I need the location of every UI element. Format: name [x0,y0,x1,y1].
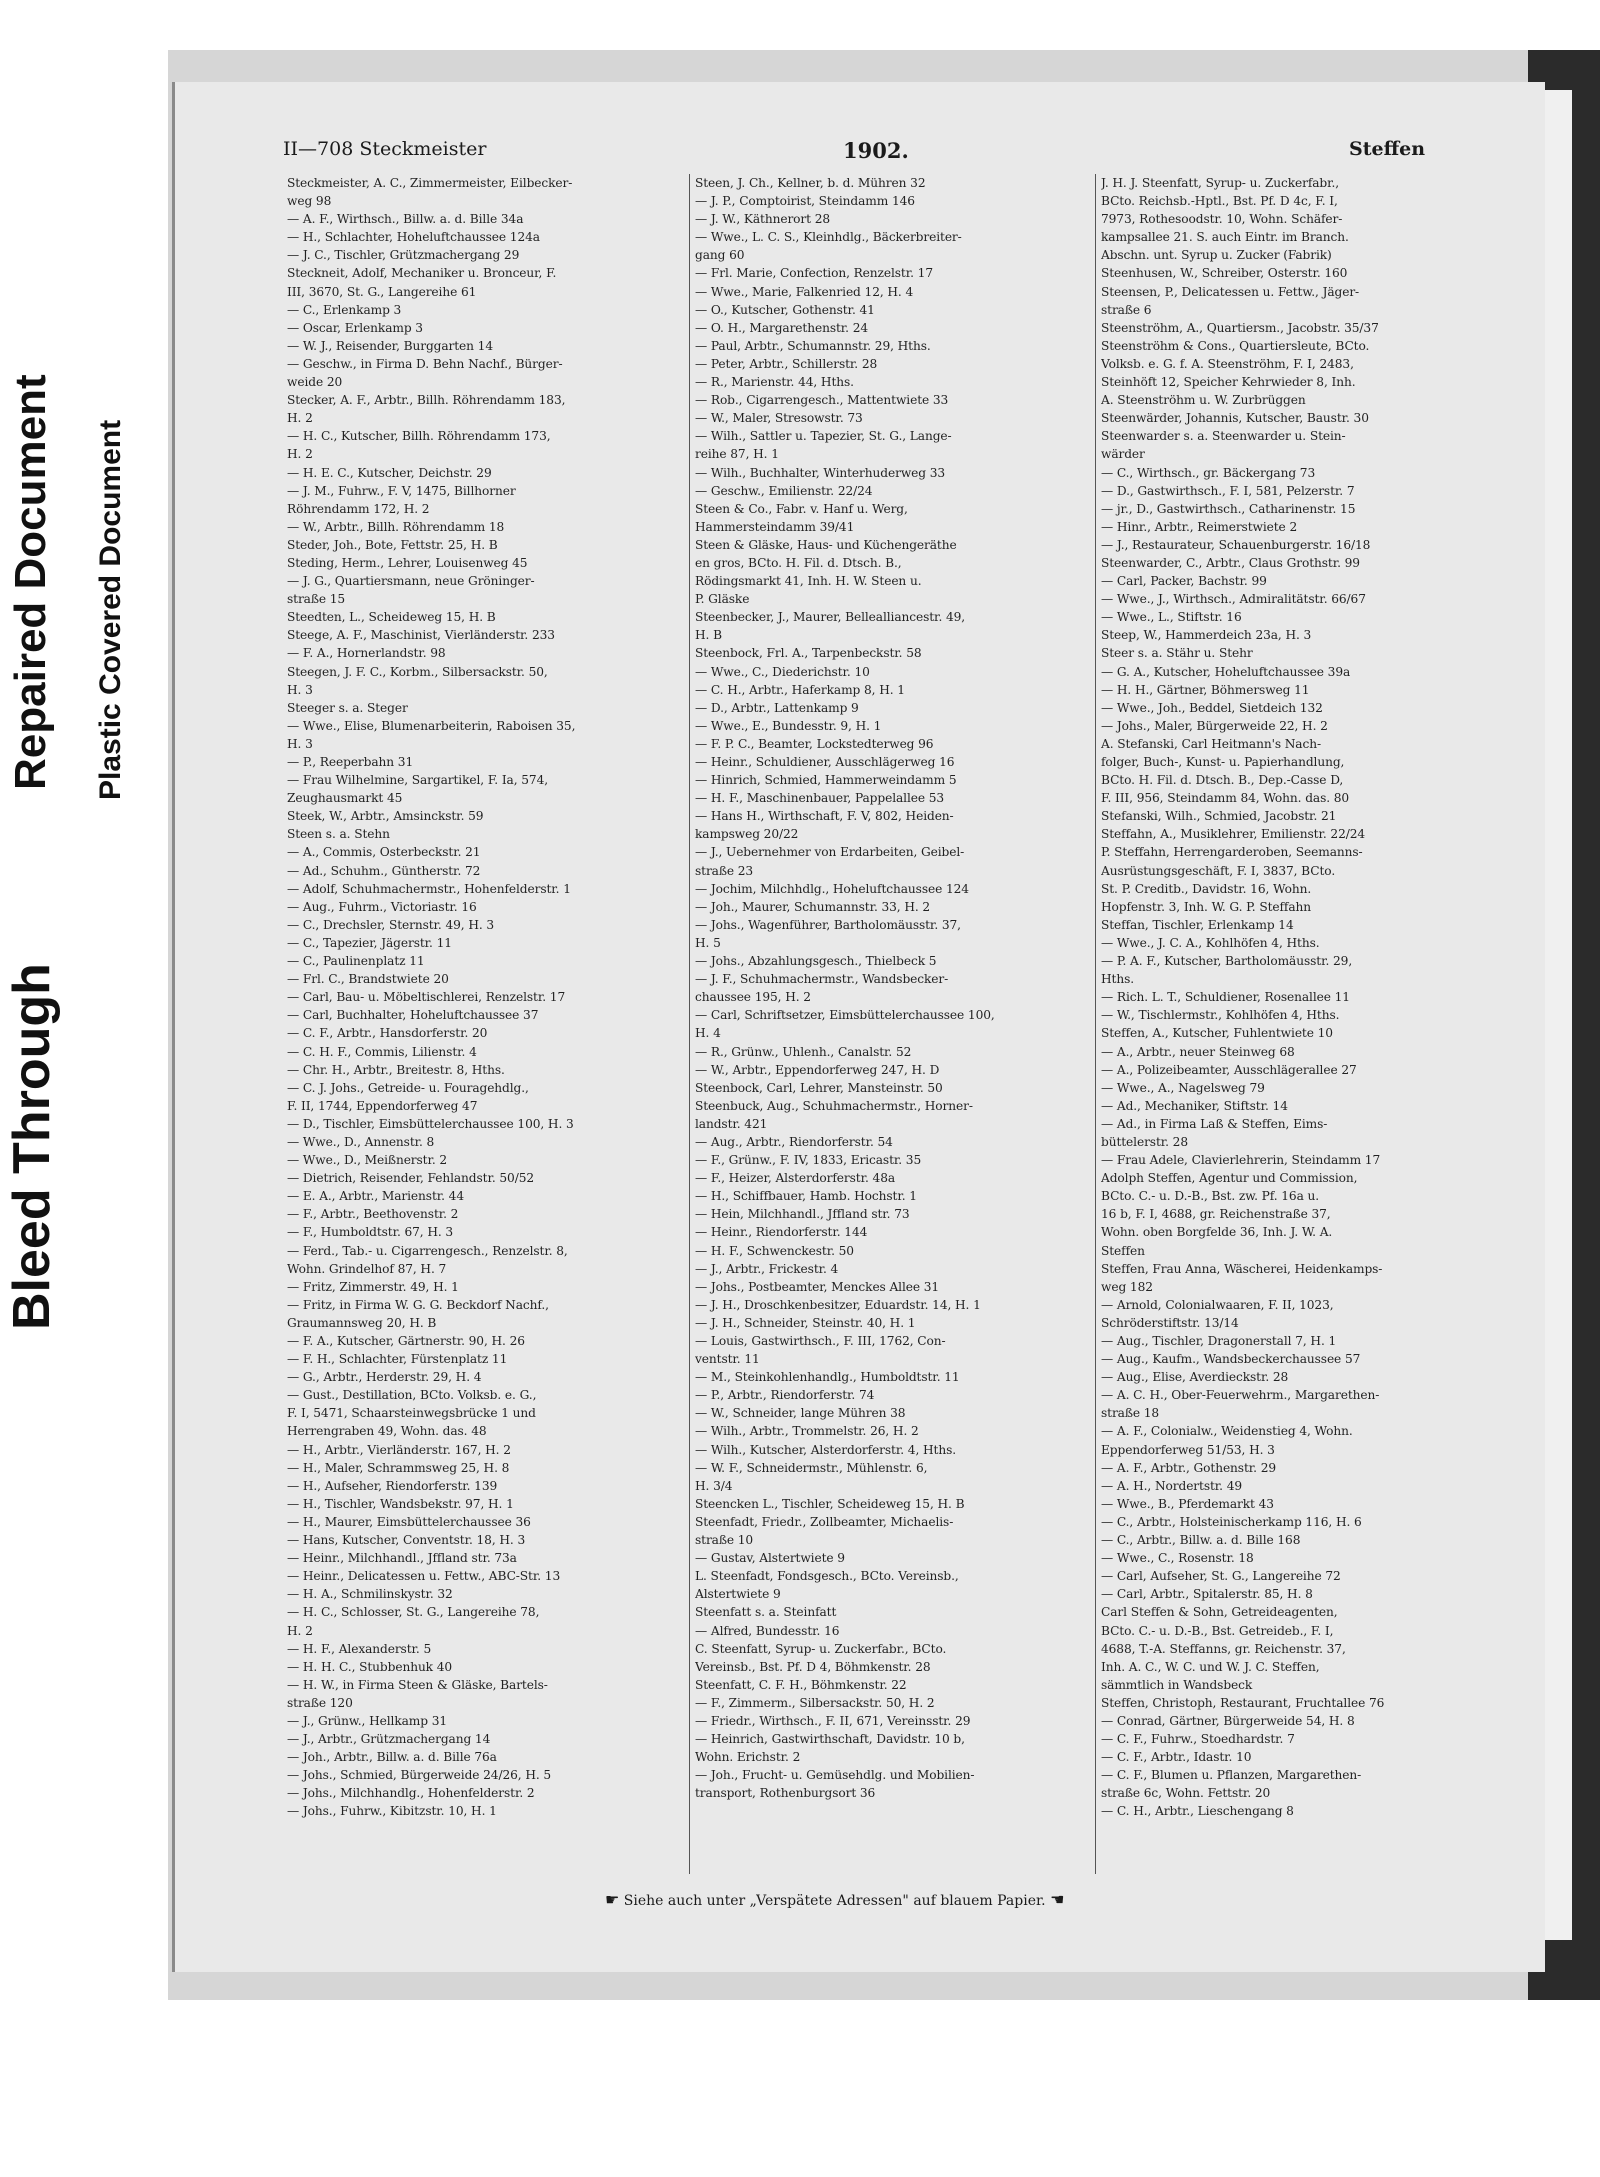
directory-entry: Steer s. a. Stähr u. Stehr [1101,646,1253,661]
bleed-through-label: Bleed Through [3,963,61,1330]
directory-entry: — C., Paulinenplatz 11 [287,954,425,969]
directory-entry: Alstertwiete 9 [695,1587,781,1602]
directory-entry: chaussee 195, H. 2 [695,990,811,1005]
directory-entry: — H. H., Gärtner, Böhmersweg 11 [1101,682,1310,697]
directory-entry: Steckmeister, A. C., Zimmermeister, Eilbecker- [287,176,573,190]
directory-entry: — A., Commis, Osterbeckstr. 21 [287,845,481,860]
directory-entry: — J., Arbtr., Grützmachergang 14 [287,1732,491,1747]
directory-entry: — J., Grünw., Hellkamp 31 [287,1713,448,1728]
directory-entry: BCto. C.- u. D.-B., Bst. Getreideb., F. I, [1101,1623,1334,1638]
directory-entry: — Jochim, Milchhdlg., Hoheluftchaussee 124 [695,881,969,896]
directory-entry: — Wwe., J. C. A., Kohlhöfen 4, Hths. [1101,935,1320,950]
directory-entry: — Johs., Wagenführer, Bartholomäusstr. 37, [695,917,961,932]
directory-entry: — Geschw., in Firma D. Behn Nachf., Bürger- [287,356,563,371]
directory-entry: H. 2 [287,447,313,462]
directory-entry: — Aug., Fuhrm., Victoriastr. 16 [287,899,477,914]
directory-entry: straße 6c, Wohn. Fettstr. 20 [1101,1786,1271,1801]
directory-entry: — Rich. L. T., Schuldiener, Rosenallee 11 [1101,990,1350,1005]
directory-entry: H. 2 [287,411,313,426]
directory-entry: straße 15 [287,592,346,607]
directory-entry: — Aug., Kaufm., Wandsbeckerchaussee 57 [1101,1352,1361,1367]
directory-entry: Steenwarder s. a. Steenwarder u. Stein- [1101,429,1346,444]
directory-entry: A. Steenströhm u. W. Zurbrüggen [1101,393,1306,408]
directory-entry: — Conrad, Gärtner, Bürgerweide 54, H. 8 [1101,1713,1355,1728]
directory-entry: — Friedr., Wirthsch., F. II, 671, Vereinsstr. 29 [695,1713,971,1728]
directory-entry: Vereinsb., Bst. Pf. D 4, Böhmkenstr. 28 [695,1659,931,1674]
directory-entry: Zeughausmarkt 45 [287,791,403,806]
directory-entry: H. 3 [287,682,313,697]
directory-entry: — C. F., Arbtr., Idastr. 10 [1101,1750,1252,1765]
directory-entry: — J. H., Droschkenbesitzer, Eduardstr. 14, H. 1 [695,1297,981,1312]
directory-entry: — J., Uebernehmer von Erdarbeiten, Geibel- [695,845,965,860]
directory-entry: — Aug., Elise, Averdieckstr. 28 [1101,1370,1289,1385]
directory-entry: — F., Grünw., F. IV, 1833, Ericastr. 35 [695,1153,922,1168]
directory-entry: Steenbock, Frl. A., Tarpenbeckstr. 58 [695,646,922,661]
directory-entry: — C. H., Arbtr., Lieschengang 8 [1101,1804,1294,1819]
directory-entry: Steffen [1101,1243,1145,1258]
directory-entry: — Wilh., Buchhalter, Winterhuderweg 33 [695,465,946,480]
directory-entry: — Carl, Schriftsetzer, Eimsbüttelerchaussee 100, [695,1008,995,1023]
directory-entry: Steffahn, A., Musiklehrer, Emilienstr. 22/24 [1101,827,1366,842]
directory-entry: — W., Arbtr., Eppendorferweg 247, H. D [695,1062,940,1077]
directory-entry: 7973, Rothesoodstr. 10, Wohn. Schäfer- [1101,212,1343,227]
directory-entry: — H., Schlachter, Hoheluftchaussee 124a [287,230,540,245]
directory-entry: — W., Tischlermstr., Kohlhöfen 4, Hths. [1101,1008,1340,1023]
directory-entry: Steegen, J. F. C., Korbm., Silbersackstr. 50, [287,664,548,679]
directory-entry: Graumannsweg 20, H. B [287,1315,437,1330]
directory-entry: — Alfred, Bundesstr. 16 [695,1623,840,1638]
directory-entry: St. P. Creditb., Davidstr. 16, Wohn. [1101,881,1312,896]
directory-entry: — Ad., in Firma Laß & Steffen, Eims- [1101,1116,1328,1131]
header-year: 1902. [843,138,909,163]
directory-entry: F. III, 956, Steindamm 84, Wohn. das. 80 [1101,791,1350,806]
directory-entry: J. H. J. Steenfatt, Syrup- u. Zuckerfabr., [1101,176,1340,190]
directory-entry: Steenwärder, Johannis, Kutscher, Baustr. 30 [1101,411,1369,426]
directory-entry: — A. H., Nordertstr. 49 [1101,1478,1243,1493]
directory-entry: — H. F., Schwenckestr. 50 [695,1243,854,1258]
directory-entry: Steffen, Christoph, Restaurant, Fruchtallee 76 [1101,1695,1385,1710]
directory-entry: — J. P., Comptoirist, Steindamm 146 [695,194,915,209]
directory-entry: — Joh., Frucht- u. Gemüsehdlg. und Mobilien- [695,1768,975,1783]
directory-entry: Inh. A. C., W. C. und W. J. C. Steffen, [1101,1659,1320,1674]
directory-entry: — Ad., Schuhm., Güntherstr. 72 [287,863,481,878]
directory-entry: Herrengraben 49, Wohn. das. 48 [287,1424,487,1439]
directory-entry: — Hans, Kutscher, Conventstr. 18, H. 3 [287,1533,526,1548]
directory-entry: — Louis, Gastwirthsch., F. III, 1762, Con- [695,1334,946,1348]
directory-entry: — J. F., Schuhmachermstr., Wandsbecker- [695,972,949,987]
directory-entry: en gros, BCto. H. Fil. d. Dtsch. B., [695,555,902,570]
directory-entry: — E. A., Arbtr., Marienstr. 44 [287,1189,464,1204]
directory-entry: — J. M., Fuhrw., F. V, 1475, Billhorner [287,483,516,498]
page-header [283,138,1493,170]
directory-entry: Steenbock, Carl, Lehrer, Mansteinstr. 50 [695,1080,943,1095]
directory-entry: — C. F., Fuhrw., Stoedhardstr. 7 [1101,1732,1295,1747]
directory-entry: Abschn. unt. Syrup u. Zucker (Fabrik) [1101,248,1332,263]
directory-entry: — Fritz, in Firma W. G. G. Beckdorf Nachf., [287,1297,549,1312]
directory-entry: straße 18 [1101,1406,1160,1421]
directory-entry: — Johs., Abzahlungsgesch., Thielbeck 5 [695,954,937,969]
directory-entry: — D., Arbtr., Lattenkamp 9 [695,700,859,715]
directory-entry: H. B [695,628,722,643]
directory-entry: — H. C., Schlosser, St. G., Langereihe 78, [287,1605,540,1620]
directory-entry: Steinhöft 12, Speicher Kehrwieder 8, Inh. [1101,375,1356,390]
directory-entry: weide 20 [287,375,343,390]
directory-entry: — H., Aufseher, Riendorferstr. 139 [287,1478,498,1493]
repaired-document-label: Repaired Document [6,374,55,790]
directory-entry: — Johs., Milchhandlg., Hohenfelderstr. 2 [287,1786,535,1801]
directory-entry: Stecker, A. F., Arbtr., Billh. Röhrendamm 183, [287,393,566,408]
directory-entry: reihe 87, H. 1 [695,447,779,462]
directory-entry: — R., Marienstr. 44, Hths. [695,375,854,390]
directory-entry: Volksb. e. G. f. A. Steenströhm, F. I, 2483, [1101,356,1354,371]
directory-entry: L. Steenfadt, Fondsgesch., BCto. Vereinsb., [695,1569,959,1584]
directory-entry: — Wwe., C., Rosenstr. 18 [1101,1551,1254,1566]
directory-entry: — F. P. C., Beamter, Lockstedterweg 96 [695,736,934,751]
directory-entry: — H. F., Alexanderstr. 5 [287,1641,432,1656]
directory-entry: Hopfenstr. 3, Inh. W. G. P. Steffahn [1101,899,1312,914]
directory-entry: BCto. C.- u. D.-B., Bst. zw. Pf. 16a u. [1101,1189,1320,1204]
directory-entry: — Peter, Arbtr., Schillerstr. 28 [695,356,878,371]
directory-entry: — C., Erlenkamp 3 [287,302,402,317]
directory-entry: — F., Heizer, Alsterdorferstr. 48a [695,1171,896,1186]
directory-entry: Steenbecker, J., Maurer, Bellealliancestr. 49, [695,610,966,625]
directory-entry: — C. J. Johs., Getreide- u. Fouragehdlg., [287,1080,529,1095]
directory-entry: — Frl. Marie, Confection, Renzelstr. 17 [695,266,933,281]
directory-entry: — J., Restaurateur, Schauenburgerstr. 16/18 [1101,537,1371,552]
plastic-covered-label: Plastic Covered Document [94,419,127,800]
directory-entry: Steeger s. a. Steger [287,700,408,715]
directory-entry: Steenströhm & Cons., Quartiersleute, BCto. [1101,338,1370,353]
directory-entry: — C., Arbtr., Billw. a. d. Bille 168 [1101,1533,1301,1548]
directory-entry: 16 b, F. I, 4688, gr. Reichenstraße 37, [1101,1207,1331,1222]
directory-entry: Steensen, P., Delicatessen u. Fettw., Jäger- [1101,284,1360,299]
directory-entry: — Heinr., Riendorferstr. 144 [695,1225,868,1240]
directory-entry: — Carl, Buchhalter, Hoheluftchaussee 37 [287,1008,539,1023]
directory-entry: — Fritz, Zimmerstr. 49, H. 1 [287,1279,459,1294]
directory-entry: — F. A., Kutscher, Gärtnerstr. 90, H. 26 [287,1334,525,1348]
directory-entry: — J. H., Schneider, Steinstr. 40, H. 1 [695,1315,916,1330]
directory-entry: — Geschw., Emilienstr. 22/24 [695,483,873,498]
directory-entry: — Johs., Fuhrw., Kibitzstr. 10, H. 1 [287,1804,497,1819]
pointing-hand-right-icon: ☛ [605,1890,620,1909]
side-labels [0,280,160,1330]
directory-entry: Steenfatt s. a. Steinfatt [695,1605,837,1620]
directory-entry: — Wwe., L. C. S., Kleinhdlg., Bäckerbreiter- [695,230,962,245]
directory-entry: Steenhusen, W., Schreiber, Osterstr. 160 [1101,266,1348,281]
directory-entry: — P., Arbtr., Riendorferstr. 74 [695,1388,875,1403]
directory-entry: — J. W., Käthnerort 28 [695,212,831,227]
directory-entry: — Ad., Mechaniker, Stiftstr. 14 [1101,1098,1288,1113]
directory-entry: — O. H., Margarethenstr. 24 [695,320,869,335]
directory-entry: — H., Maler, Schrammsweg 25, H. 8 [287,1460,510,1475]
directory-entry: — Ferd., Tab.- u. Cigarrengesch., Renzelstr. 8, [287,1243,568,1258]
directory-entry: — J., Arbtr., Frickestr. 4 [695,1261,839,1276]
directory-entry: BCto. H. Fil. d. Dtsch. B., Dep.-Casse D, [1101,773,1344,788]
directory-entry: Steenströhm, A., Quartiersm., Jacobstr. 35/37 [1101,320,1379,335]
directory-entry: — H., Schiffbauer, Hamb. Hochstr. 1 [695,1189,917,1204]
directory-entry: gang 60 [695,248,745,263]
directory-entry: straße 10 [695,1533,754,1548]
header-left: II—708 Steckmeister [283,138,487,160]
directory-entry: — W., Arbtr., Billh. Röhrendamm 18 [287,519,505,534]
directory-entry: — H., Tischler, Wandsbekstr. 97, H. 1 [287,1496,514,1511]
directory-entry: Steen s. a. Stehn [287,827,390,842]
directory-entry: sämmtlich in Wandsbeck [1101,1677,1253,1692]
directory-entry: — Wilh., Sattler u. Tapezier, St. G., Lange- [695,429,952,444]
directory-entry: Eppendorferweg 51/53, H. 3 [1101,1442,1275,1457]
directory-entry: kampsweg 20/22 [695,827,799,842]
directory-entry: — Johs., Maler, Bürgerweide 22, H. 2 [1101,718,1328,733]
directory-entry: H. 5 [695,935,721,950]
directory-entry: Steek, W., Arbtr., Amsinckstr. 59 [287,809,484,824]
directory-entry: — Wwe., Elise, Blumenarbeiterin, Raboisen 35, [287,718,576,733]
directory-entry: — C. F., Arbtr., Hansdorferstr. 20 [287,1026,488,1041]
directory-entry: — P. A. F., Kutscher, Bartholomäusstr. 29, [1101,954,1353,969]
directory-entry: — C., Wirthsch., gr. Bäckergang 73 [1101,465,1316,480]
directory-entry: — Adolf, Schuhmachermstr., Hohenfelderstr. 1 [287,881,571,896]
directory-entry: — Aug., Tischler, Dragonerstall 7, H. 1 [1101,1334,1337,1348]
footer-note: Siehe auch unter „Verspätete Adressen" auf blauem Papier. [623,1893,1046,1909]
directory-entry: F. I, 5471, Schaarsteinwegsbrücke 1 und [287,1406,536,1421]
directory-entry: — O., Kutscher, Gothenstr. 41 [695,302,875,317]
directory-entry: — Wilh., Kutscher, Alsterdorferstr. 4, Hths. [695,1442,956,1457]
directory-entry: Steffan, Tischler, Erlenkamp 14 [1101,917,1294,932]
directory-entry: — Carl, Arbtr., Spitalerstr. 85, H. 8 [1101,1587,1313,1602]
directory-entry: — Carl, Packer, Bachstr. 99 [1101,574,1267,589]
column-divider [1095,174,1096,1874]
directory-entry: F. II, 1744, Eppendorferweg 47 [287,1098,478,1113]
directory-entry: — Hinr., Arbtr., Reimerstwiete 2 [1101,519,1298,534]
directory-entry: Steep, W., Hammerdeich 23a, H. 3 [1101,628,1312,643]
directory-entry: — Wwe., C., Diederichstr. 10 [695,664,870,679]
directory-entry: — Rob., Cigarrengesch., Mattentwiete 33 [695,393,949,408]
directory-entry: — Johs., Postbeamter, Menckes Allee 31 [695,1279,940,1294]
directory-entry: büttelerstr. 28 [1101,1134,1188,1149]
directory-entry: — Wwe., Joh., Beddel, Sietdeich 132 [1101,700,1323,715]
column-3 [1101,174,1497,1884]
directory-entry: — Joh., Maurer, Schumannstr. 33, H. 2 [695,899,931,914]
directory-entry: — W., Schneider, lange Mühren 38 [695,1406,906,1421]
directory-entry: — Frau Wilhelmine, Sargartikel, F. Ia, 574, [287,773,549,788]
directory-entry: Röhrendamm 172, H. 2 [287,501,430,516]
directory-entry: Steenfatt, C. F. H., Böhmkenstr. 22 [695,1677,907,1692]
directory-entry: — Wwe., A., Nagelsweg 79 [1101,1080,1265,1095]
directory-entry: — W., Maler, Stresowstr. 73 [695,411,863,426]
directory-entry: Ausrüstungsgeschäft, F. I, 3837, BCto. [1101,863,1336,878]
directory-entry: — H. E. C., Kutscher, Deichstr. 29 [287,465,492,480]
directory-entry: — J. C., Tischler, Grützmachergang 29 [287,248,520,263]
directory-entry: Hths. [1101,972,1135,987]
directory-entry: Rödingsmarkt 41, Inh. H. W. Steen u. [695,574,922,589]
directory-entry: — Frl. C., Brandstwiete 20 [287,972,449,987]
directory-entry: weg 182 [1101,1279,1153,1294]
directory-entry: Steenbuck, Aug., Schuhmachermstr., Horner- [695,1098,973,1113]
directory-entry: Wohn. oben Borgfelde 36, Inh. J. W. A. [1101,1225,1333,1240]
directory-entry: — H. F., Maschinenbauer, Pappelallee 53 [695,791,945,806]
directory-entry: — Hinrich, Schmied, Hammerweindamm 5 [695,773,957,788]
directory-entry: — Gust., Destillation, BCto. Volksb. e. G., [287,1388,537,1403]
directory-entry: Wohn. Erichstr. 2 [695,1750,801,1765]
directory-entry: C. Steenfatt, Syrup- u. Zuckerfabr., BCto. [695,1641,947,1656]
directory-entry: — C. F., Blumen u. Pflanzen, Margarethen- [1101,1768,1362,1783]
directory-entry: — J. G., Quartiersmann, neue Gröninger- [287,574,535,589]
column-2 [695,174,1090,1884]
directory-entry: Steffen, Frau Anna, Wäscherei, Heidenkamps- [1101,1261,1383,1276]
directory-entry: — A. F., Wirthsch., Billw. a. d. Bille 34a [287,212,524,227]
directory-entry: straße 6 [1101,302,1152,317]
directory-entry: Steen & Co., Fabr. v. Hanf u. Werg, [695,501,908,516]
directory-entry: — Heinr., Milchhandl., Jffland str. 73a [287,1551,517,1566]
directory-entry: — M., Steinkohlenhandlg., Humboldtstr. 11 [695,1370,960,1385]
directory-entry: — Wwe., L., Stiftstr. 16 [1101,610,1242,625]
directory-entry: — Carl, Bau- u. Möbeltischlerei, Renzelstr. 17 [287,990,566,1005]
directory-entry: Steckneit, Adolf, Mechaniker u. Bronceur, F. [287,266,557,281]
directory-entry: — Oscar, Erlenkamp 3 [287,320,423,335]
directory-entry: Steder, Joh., Bote, Fettstr. 25, H. B [287,537,498,552]
directory-entry: 4688, T.-A. Steffanns, gr. Reichenstr. 37, [1101,1641,1346,1656]
directory-entry: — D., Gastwirthsch., F. I, 581, Pelzerstr. 7 [1101,483,1355,498]
directory-entry: H. 3 [287,736,313,751]
directory-entry: — A. C. H., Ober-Feuerwehrm., Margarethen- [1101,1388,1380,1403]
directory-entry: Adolph Steffen, Agentur und Commission, [1101,1171,1358,1186]
directory-entry: transport, Rothenburgsort 36 [695,1786,876,1801]
directory-entry: — F. H., Schlachter, Fürstenplatz 11 [287,1352,508,1367]
directory-entry: A. Stefanski, Carl Heitmann's Nach- [1101,736,1321,751]
directory-entry: — G. A., Kutscher, Hoheluftchaussee 39a [1101,664,1351,679]
directory-entry: — Heinr., Schuldiener, Ausschlägerweg 16 [695,755,955,769]
directory-entry: — F., Humboldtstr. 67, H. 3 [287,1225,454,1240]
column-1 [287,174,683,1884]
directory-entry: P. Steffahn, Herrengarderoben, Seemanns- [1101,845,1363,860]
directory-entry: Steedten, L., Scheideweg 15, H. B [287,610,496,625]
directory-entry: Steenwarder, C., Arbtr., Claus Grothstr. 99 [1101,555,1360,570]
directory-entry: Steding, Herm., Lehrer, Louisenweg 45 [287,555,528,570]
directory-entry: weg 98 [287,194,332,209]
directory-entry: — Wwe., D., Annenstr. 8 [287,1134,435,1149]
directory-entry: — jr., D., Gastwirthsch., Catharinenstr. 15 [1101,501,1356,516]
directory-entry: — C. H., Arbtr., Haferkamp 8, H. 1 [695,682,905,697]
directory-entry: Schröderstiftstr. 13/14 [1101,1315,1239,1330]
directory-entry: — Joh., Arbtr., Billw. a. d. Bille 76a [287,1750,497,1765]
directory-entry: H. 2 [287,1623,313,1638]
directory-entry: — G., Arbtr., Herderstr. 29, H. 4 [287,1370,482,1385]
directory-entry: — D., Tischler, Eimsbüttelerchaussee 100, H. 3 [287,1116,574,1131]
directory-entry: — C., Drechsler, Sternstr. 49, H. 3 [287,917,495,932]
directory-entry: Steffen, A., Kutscher, Fuhlentwiete 10 [1101,1026,1333,1041]
directory-entry: Carl Steffen & Sohn, Getreideagenten, [1101,1605,1338,1620]
directory-entry: — Carl, Aufseher, St. G., Langereihe 72 [1101,1569,1341,1584]
directory-entry: — H., Arbtr., Vierländerstr. 167, H. 2 [287,1442,511,1457]
directory-entry: — Paul, Arbtr., Schumannstr. 29, Hths. [695,338,931,353]
directory-entry: Hammersteindamm 39/41 [695,519,855,534]
directory-entry: H. 4 [695,1026,721,1041]
pointing-hand-left-icon: ☚ [1050,1890,1065,1909]
directory-entry: P. Gläske [695,592,750,607]
directory-entry: — A. F., Colonialw., Weidenstieg 4, Wohn. [1101,1424,1353,1439]
directory-entry: Steenfadt, Friedr., Zollbeamter, Michaelis- [695,1514,954,1529]
directory-entry: — F., Zimmerm., Silbersackstr. 50, H. 2 [695,1695,935,1710]
directory-entry: BCto. Reichsb.-Hptl., Bst. Pf. D 4c, F. I, [1101,194,1338,209]
column-divider [689,174,690,1874]
directory-entry: landstr. 421 [695,1116,768,1131]
directory-entry: Steen, J. Ch., Kellner, b. d. Mühren 32 [695,176,926,190]
directory-entry: — W. J., Reisender, Burggarten 14 [287,338,493,353]
directory-entry: — Wwe., Marie, Falkenried 12, H. 4 [695,284,914,299]
directory-entry: Wohn. Grindelhof 87, H. 7 [287,1261,447,1276]
directory-entry: — A., Arbtr., neuer Steinweg 68 [1101,1044,1295,1059]
directory-entry: — Dietrich, Reisender, Fehlandstr. 50/52 [287,1171,535,1186]
directory-entry: — H. H. C., Stubbenhuk 40 [287,1659,453,1674]
directory-entry: — Frau Adele, Clavierlehrerin, Steindamm 17 [1101,1153,1381,1168]
directory-entry: folger, Buch-, Kunst- u. Papierhandlung, [1101,755,1345,769]
directory-entry: III, 3670, St. G., Langereihe 61 [287,284,477,299]
directory-entry: straße 23 [695,863,754,878]
directory-entry: — Wwe., B., Pferdemarkt 43 [1101,1496,1274,1511]
header-right: Steffen [1349,138,1426,160]
directory-entry: — Wilh., Arbtr., Trommelstr. 26, H. 2 [695,1424,919,1439]
directory-entry: — H., Maurer, Eimsbüttelerchaussee 36 [287,1514,531,1529]
directory-entry: ventstr. 11 [695,1352,760,1367]
directory-entry: — Arnold, Colonialwaaren, F. II, 1023, [1101,1297,1334,1312]
directory-entry: — H. W., in Firma Steen & Gläske, Bartels- [287,1677,548,1692]
directory-entry: — C. H. F., Commis, Lilienstr. 4 [287,1044,477,1059]
directory-entry: — H. A., Schmilinskystr. 32 [287,1587,453,1602]
directory-entry: — A. F., Arbtr., Gothenstr. 29 [1101,1460,1276,1475]
directory-entry: Steen & Gläske, Haus- und Küchengeräthe [695,537,957,552]
directory-entry: — Hans H., Wirthschaft, F. V, 802, Heiden- [695,809,954,824]
directory-entry: Stefanski, Wilh., Schmied, Jacobstr. 21 [1101,809,1337,824]
directory-entry: H. 3/4 [695,1478,733,1493]
directory-entry: — Aug., Arbtr., Riendorferstr. 54 [695,1134,893,1149]
directory-entry: — C., Tapezier, Jägerstr. 11 [287,935,452,950]
directory-entry: — Chr. H., Arbtr., Breitestr. 8, Hths. [287,1062,505,1077]
directory-entry: — W. F., Schneidermstr., Mühlenstr. 6, [695,1460,928,1475]
directory-entry: — F. A., Hornerlandstr. 98 [287,646,446,661]
directory-entry: — Hein, Milchhandl., Jffland str. 73 [695,1207,910,1222]
directory-entry: — C., Arbtr., Holsteinischerkamp 116, H. 6 [1101,1514,1362,1529]
directory-entry: — H. C., Kutscher, Billh. Röhrendamm 173, [287,429,551,444]
directory-entry: — Gustav, Alstertwiete 9 [695,1551,845,1566]
directory-page [172,82,1545,1972]
directory-entry: — Wwe., D., Meißnerstr. 2 [287,1153,448,1168]
directory-entry: Steege, A. F., Maschinist, Vierländerstr. 233 [287,628,555,643]
directory-entry: — A., Polizeibeamter, Ausschlägerallee 27 [1101,1062,1357,1077]
directory-entry: Steencken L., Tischler, Scheideweg 15, H. B [695,1496,965,1511]
directory-entry: — R., Grünw., Uhlenh., Canalstr. 52 [695,1044,912,1059]
directory-entry: straße 120 [287,1695,353,1710]
page-footer [605,1890,1064,1909]
directory-entry: — Johs., Schmied, Bürgerweide 24/26, H. 5 [287,1768,552,1783]
directory-entry: — F., Arbtr., Beethovenstr. 2 [287,1207,459,1222]
directory-entry: wärder [1101,447,1145,462]
directory-entry: — Heinrich, Gastwirthschaft, Davidstr. 10 b, [695,1732,965,1747]
directory-entry: kampsallee 21. S. auch Eintr. im Branch. [1101,230,1349,245]
directory-entry: — Heinr., Delicatessen u. Fettw., ABC-Str. 13 [287,1569,561,1584]
directory-entry: — Wwe., J., Wirthsch., Admiralitätstr. 66/67 [1101,592,1366,607]
directory-entry: — Wwe., E., Bundesstr. 9, H. 1 [695,718,882,733]
directory-entry: — P., Reeperbahn 31 [287,755,414,769]
